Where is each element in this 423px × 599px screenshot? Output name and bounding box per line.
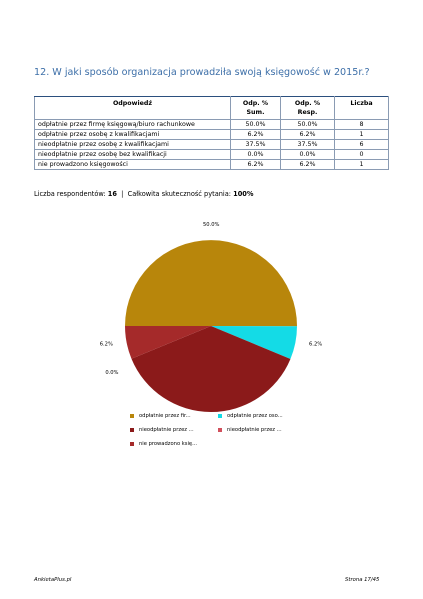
cell-resp-pct: 37.5% [281, 140, 335, 150]
header-resp-pct: Odp. % Resp. [281, 97, 335, 120]
question-title: 12. W jaki sposób organizacja prowadziła swoją księgowość w 2015r.? [34, 67, 370, 78]
effectiveness-label: Całkowita skuteczność pytania: [127, 190, 232, 198]
legend-swatch [218, 428, 222, 432]
header-sum-pct: Odp. % Sum. [231, 97, 281, 120]
slice-data-label: 0.0% [105, 370, 119, 376]
pie-slice [125, 240, 297, 326]
header-answer: Odpowiedź [35, 97, 231, 120]
cell-sum-pct: 37.5% [231, 140, 281, 150]
cell-answer: nieodpłatnie przez osobę bez kwalifikacji [35, 150, 231, 160]
legend-item [130, 413, 191, 419]
cell-answer: nieodpłatnie przez osobę z kwalifikacjami [35, 140, 231, 150]
legend-swatch [130, 428, 134, 432]
cell-count: 1 [335, 130, 389, 140]
footer-brand: AnkietaPlus.pl [34, 577, 72, 583]
cell-resp-pct: 6.2% [281, 160, 335, 170]
slice-data-label: 6.2% [309, 341, 323, 348]
legend-swatch [218, 414, 222, 418]
legend-item [130, 427, 194, 433]
slice-data-label: 6.2% [99, 341, 113, 348]
cell-sum-pct: 6.2% [231, 160, 281, 170]
header-count: Liczba [335, 97, 389, 120]
legend-swatch [130, 442, 134, 446]
legend-item [130, 441, 197, 447]
cell-answer: nie prowadzono księgowości [35, 160, 231, 170]
cell-resp-pct: 50.0% [281, 120, 335, 130]
legend-label: nieodpłatnie przez ... [227, 427, 282, 433]
cell-count: 1 [335, 160, 389, 170]
cell-sum-pct: 50.0% [231, 120, 281, 130]
legend-label: nieodpłatnie przez ... [139, 427, 194, 433]
cell-count: 6 [335, 140, 389, 150]
legend-label: nie prowadzono księ... [139, 441, 198, 447]
summary-separator: | [121, 190, 124, 198]
cell-count: 8 [335, 120, 389, 130]
cell-sum-pct: 0.0% [231, 150, 281, 160]
legend-label: odpłatnie przez fir... [139, 413, 191, 419]
respondents-value: 16 [107, 190, 117, 198]
respondents-label: Liczba respondentów: [34, 190, 106, 198]
footer-page-number: Strona 17/45 [345, 577, 380, 583]
cell-sum-pct: 6.2% [231, 130, 281, 140]
cell-answer: odpłatnie przez firmę księgową/biuro rachunkowe [35, 120, 231, 130]
slice-data-label: 50.0% [202, 222, 220, 228]
legend-label: odpłatnie przez oso... [227, 413, 283, 419]
legend-swatch [130, 414, 134, 418]
cell-answer: odpłatnie przez osobę z kwalifikacjami [35, 130, 231, 140]
effectiveness-value: 100% [233, 190, 254, 198]
legend-item [218, 427, 282, 433]
cell-count: 0 [335, 150, 389, 160]
cell-resp-pct: 6.2% [281, 130, 335, 140]
cell-resp-pct: 0.0% [281, 150, 335, 160]
legend-item [218, 413, 283, 419]
